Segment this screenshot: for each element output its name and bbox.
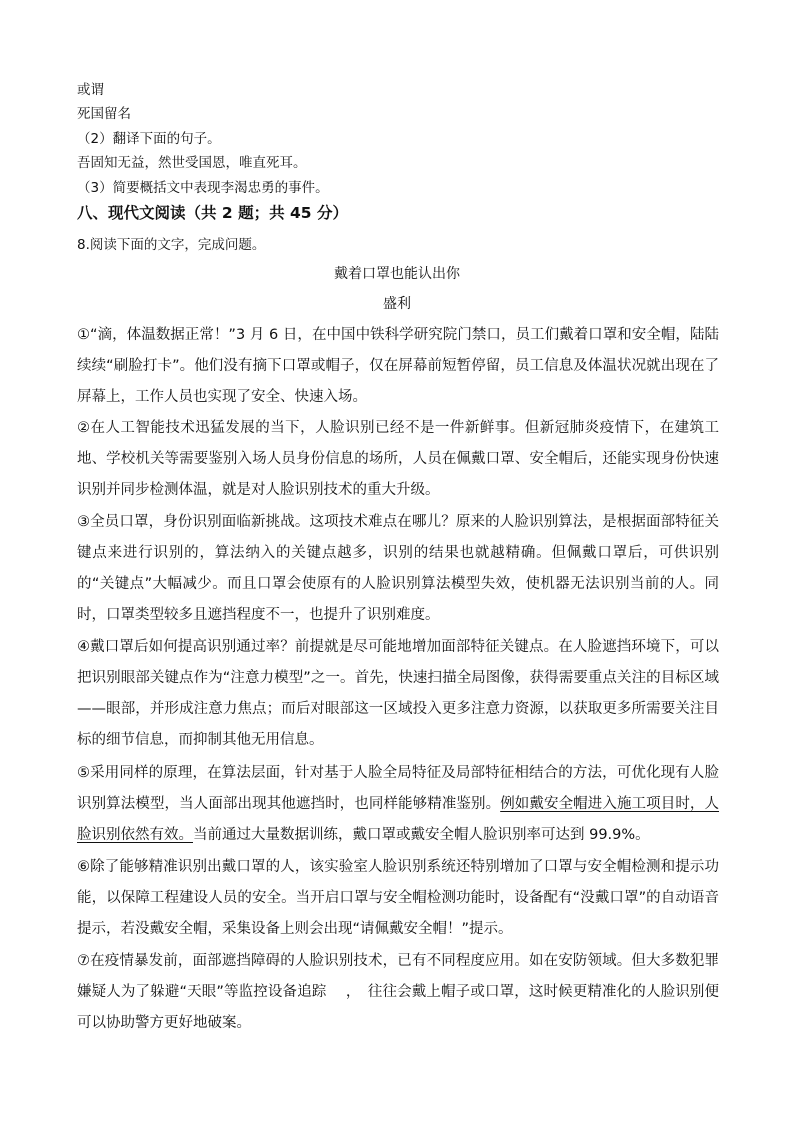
- section-heading: 八、现代文阅读（共 2 题；共 45 分）: [77, 204, 348, 222]
- article-paragraph-1: ①“滴，体温数据正常！”3 月 6 日，在中国中铁科学研究院门禁口，员工们戴着口罩和安全帽，陆陆续续“刷脸打卡”。他们没有摘下口罩或帽子，仅在屏幕前短暂停留，员工信息及体温状况就出现在了屏幕上，工作人员也实现了安全、快速入场。: [77, 327, 719, 405]
- paragraph-5-text-end: 当前通过大量数据训练，戴口罩或戴安全帽人脸识别率可达到 99.9%。: [193, 827, 650, 843]
- sentence-to-translate: 吾固知无益，然世受国恩，唯直死耳。: [77, 155, 307, 171]
- article-author: 盛利: [383, 296, 411, 312]
- question-prompt: 8.阅读下面的文字，完成问题。: [77, 237, 266, 253]
- article-title: 戴着口罩也能认出你: [334, 266, 460, 282]
- article-paragraph-6: ⑥除了能够精准识别出戴口罩的人，该实验室人脸识别系统还特别增加了口罩与安全帽检测和提示功能，以保障工程建设人员的安全。当开启口罩与安全帽检测功能时，设备配有“没戴口罩”的自动语音提示，若没戴安全帽，采集设备上则会出现“请佩戴安全帽！”提示。: [77, 859, 719, 937]
- article-paragraph-3: ③全员口罩，身份识别面临新挑战。这项技术难点在哪儿？原来的人脸识别算法，是根据面部特征关键点来进行识别的，算法纳入的关键点越多，识别的结果也就越精确。但佩戴口罩后，可供识别的“关键点”大幅减少。而且口罩会使原有的人脸识别算法模型失效，使机器无法识别当前的人。同时，口罩类型较多且遮挡程度不一，也提升了识别难度。: [77, 514, 719, 623]
- article-paragraph-2: ②在人工智能技术迅猛发展的当下，人脸识别已经不是一件新鲜事。但新冠肺炎疫情下，在建筑工地、学校机关等需要鉴别入场人员身份信息的场所，人员在佩戴口罩、安全帽后，还能实现身份快速识别并同步检测体温，就是对人脸识别技术的重大升级。: [77, 420, 719, 498]
- answer-option-line: 或谓: [77, 82, 104, 98]
- article-paragraph-7: ⑦在疫情暴发前，面部遮挡障碍的人脸识别技术，已有不同程度应用。如在安防领域。但大多数犯罪嫌疑人为了躲避“天眼”等监控设备追踪 ， 往往会戴上帽子或口罩，这时候更精准化的人脸识别便可以协助警方更好地破案。: [77, 953, 719, 1031]
- article-paragraph-4: ④戴口罩后如何提高识别通过率？前提就是尽可能地增加面部特征关键点。在人脸遮挡环境下，可以把识别眼部关键点作为“注意力模型”之一。首先，快速扫描全局图像，获得需要重点关注的目标区域——眼部，并形成注意力焦点；而后对眼部这一区域投入更多注意力资源，以获取更多所需要关注目标的细节信息，而抑制其他无用信息。: [77, 639, 719, 748]
- paragraph-5-text-start: ⑤采用同样的原理，在算法层面，针对基于人脸全局特征及局部特征相结合的方法，可优化现有人脸识别算法模型，当人面部出现其他遮挡时，也同样能够精准鉴别。: [77, 765, 719, 812]
- question-instruction: （2）翻译下面的句子。: [77, 131, 221, 147]
- question-instruction: （3）简要概括文中表现李渴忠勇的事件。: [77, 180, 329, 196]
- answer-option-line: 死国留名: [77, 106, 131, 122]
- underlined-sentence: 例如戴安全帽进入施工项目时，人脸识别依然有效。: [77, 796, 720, 843]
- article-paragraph-5: [77, 758, 719, 851]
